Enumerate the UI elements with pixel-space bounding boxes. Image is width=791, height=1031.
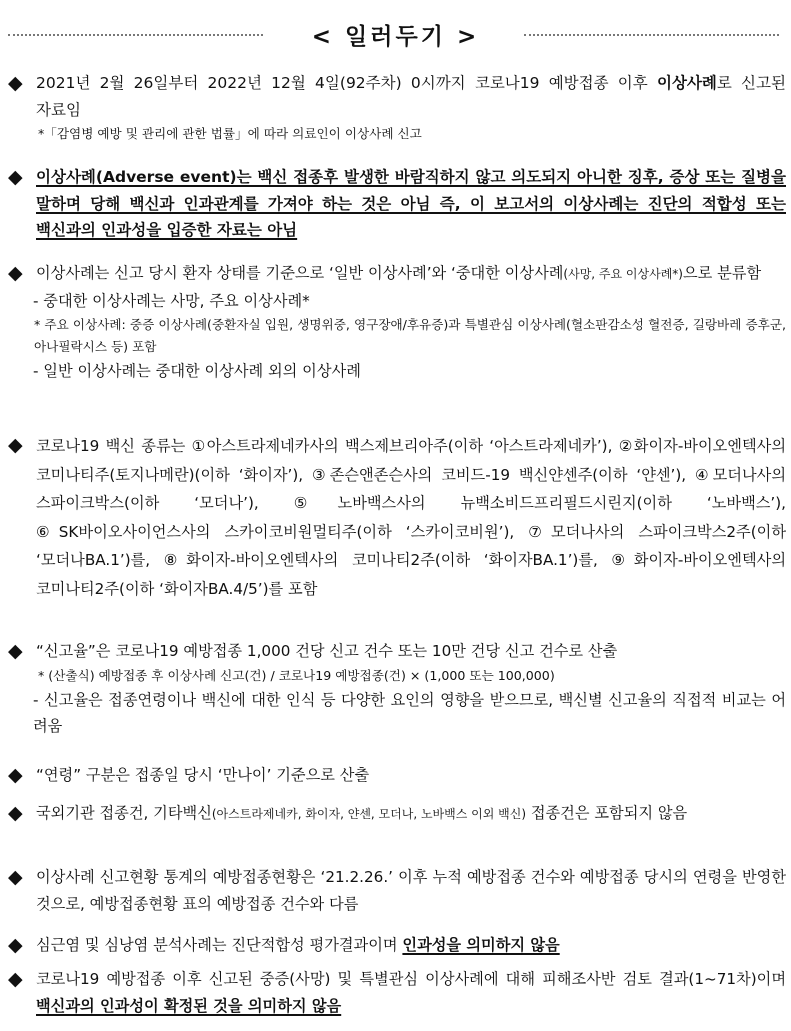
dotted-divider-right xyxy=(524,34,779,36)
list-item xyxy=(8,260,786,385)
diamond-bullet-icon: ◆ xyxy=(8,434,23,456)
diamond-bullet-icon: ◆ xyxy=(8,166,23,188)
list-item xyxy=(8,432,786,603)
list-item xyxy=(8,164,786,244)
footnote: *「감염병 예방 및 관리에 관한 법률」에 따라 의료인이 이상사례 신고 xyxy=(38,126,422,141)
item-text: 이상사례는 신고 당시 환자 상태를 기준으로 ‘일반 이상사례’와 ‘중대한 이상사례(사망, 주요 이상사례*)으로 분류함 xyxy=(36,264,762,282)
diamond-bullet-icon: ◆ xyxy=(8,802,23,824)
page-title: < 일러두기 > xyxy=(311,24,480,50)
item-text: 국외기관 접종건, 기타백신(아스트라제네카, 화이자, 얀센, 모더나, 노바백스 이외 백신) 접종건은 포함되지 않음 xyxy=(36,804,688,822)
item-text: 코로나19 백신 종류는 ①아스트라제네카사의 백스제브리아주(이하 ‘아스트라제네카’), ②화이자-바이오엔텍사의 코미나티주(토지나메란)(이하 ‘화이자’), ③존슨앤존슨사의 코비드-19 백신얀센주(이하 ‘얀센’), ④모더나사의 스파이크박스(이하 ‘모더나’), ⑤노바백스사의 뉴백소비드프리필드시린지(이하 ‘노바백스’), ⑥SK바이오사이언스사의 스카이코비원멀티주(이하 ‘스카이코비원’), ⑦모더나사의 스파이크박스2주(이하 ‘모더나BA.1’)를, ⑧화이자-바이오엔텍사의 코미나티2주(이하 ‘화이자BA.1’)를, ⑨화이자-바이오엔텍사의 코미나티2주(이하 ‘화이자BA.4/5’)를 포함 xyxy=(36,437,786,598)
list-item xyxy=(8,966,786,1019)
item-text: 심근염 및 심낭염 분석사례는 진단적합성 평가결과이며 인과성을 의미하지 않음 xyxy=(36,936,560,954)
sub-item: - 신고율은 접종연령이나 백신에 대한 인식 등 다양한 요인의 영향을 받으므로, 백신별 신고율의 직접적 비교는 어려움 xyxy=(33,690,786,735)
sub-item: - 일반 이상사례는 중대한 이상사례 외의 이상사례 xyxy=(33,362,361,380)
diamond-bullet-icon: ◆ xyxy=(8,72,23,94)
item-text: “연령” 구분은 접종일 당시 ‘만나이’ 기준으로 산출 xyxy=(36,766,370,784)
diamond-bullet-icon: ◆ xyxy=(8,262,23,284)
diamond-bullet-icon: ◆ xyxy=(8,934,23,956)
list-item xyxy=(8,762,786,789)
list-item xyxy=(8,864,786,917)
header xyxy=(0,14,791,54)
sub-item: - 중대한 이상사례는 사망, 주요 이상사례* xyxy=(33,291,310,310)
item-text: “신고율”은 코로나19 예방접종 1,000 건당 신고 건수 또는 10만 건당 신고 건수로 산출 xyxy=(36,642,618,660)
diamond-bullet-icon: ◆ xyxy=(8,968,23,990)
item-text: 이상사례 신고현황 통계의 예방접종현황은 ‘21.2.26.’ 이후 누적 예방접종 건수와 예방접종 당시의 연령을 반영한 것으로, 예방접종현황 표의 예방접종 건수와 다름 xyxy=(36,868,786,913)
footnote: * (산출식) 예방접종 후 이상사례 신고(건) / 코로나19 예방접종(건) × (1,000 또는 100,000) xyxy=(38,667,555,683)
list-item xyxy=(8,70,786,145)
item-text: 코로나19 예방접종 이후 신고된 중증(사망) 및 특별관심 이상사례에 대해 피해조사반 검토 결과(1~71차)이며 백신과의 인과성이 확정된 것을 의미하지 않음 xyxy=(36,970,786,1015)
item-text: 2021년 2월 26일부터 2022년 12월 4일(92주차) 0시까지 코로나19 예방접종 이후 이상사례로 신고된 자료임 xyxy=(36,74,786,119)
diamond-bullet-icon: ◆ xyxy=(8,640,23,662)
dotted-divider-left xyxy=(8,34,263,36)
list-item xyxy=(8,932,786,959)
list-item xyxy=(8,800,786,828)
diamond-bullet-icon: ◆ xyxy=(8,764,23,786)
footnote: * 주요 이상사례: 중증 이상사례(중환자실 입원, 생명위중, 영구장애/후유증)과 특별관심 이상사례(혈소판감소성 혈전증, 길랑바레 증후군, 아나필락시스 등) 포함 xyxy=(34,317,786,354)
list-item xyxy=(8,638,786,740)
diamond-bullet-icon: ◆ xyxy=(8,866,23,888)
item-text: 이상사례(Adverse event)는 백신 접종후 발생한 바람직하지 않고 의도되지 아니한 징후, 증상 또는 질병을 말하며 당해 백신과 인과관계를 가져야 하는 것은 아님 즉, 이 보고서의 이상사례는 진단의 적합성 또는 백신과의 인과성을 입증한 자료는 아님 xyxy=(36,168,786,239)
